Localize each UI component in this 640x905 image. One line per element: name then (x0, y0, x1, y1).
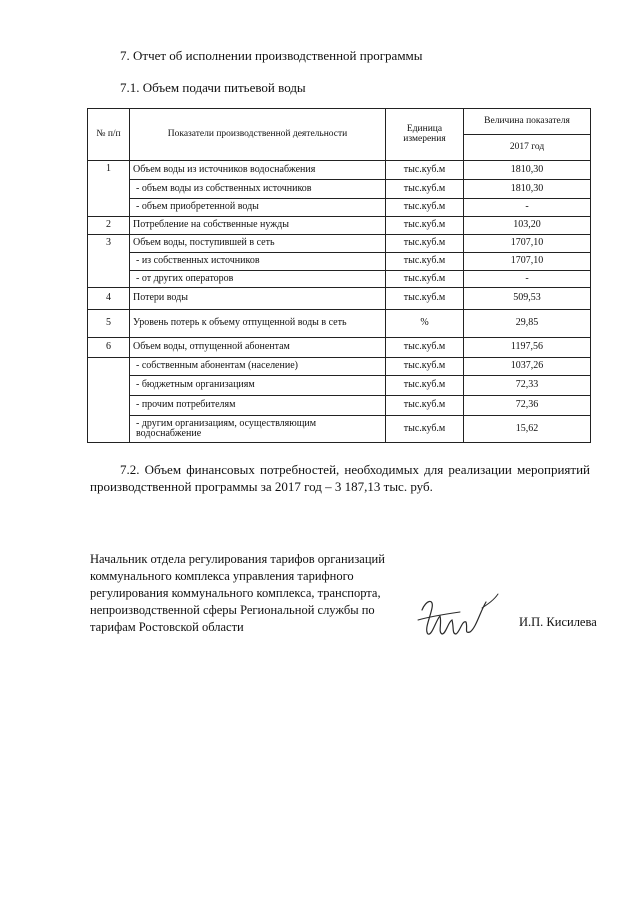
row-indicator: Объем воды, поступившей в сеть (130, 235, 386, 253)
row-value: 29,85 (464, 310, 591, 338)
header-indicator: Показатели производственной деятельности (130, 109, 386, 161)
table-row (88, 416, 591, 443)
row-num-empty (88, 358, 130, 443)
row-value: 1810,30 (464, 180, 591, 199)
row-indicator: Объем воды из источников водоснабжения (130, 161, 386, 180)
table-row (88, 358, 591, 376)
row-value: 509,53 (464, 288, 591, 310)
row-unit: тыс.куб.м (386, 180, 464, 199)
row-value: 1707,10 (464, 235, 591, 253)
row-unit: тыс.куб.м (386, 217, 464, 235)
financial-needs-paragraph (90, 461, 590, 495)
row-unit: тыс.куб.м (386, 288, 464, 310)
row-indicator: - прочим потребителям (130, 396, 386, 416)
section-7-heading: 7. Отчет об исполнении производственной программы (120, 48, 423, 63)
row-unit: тыс.куб.м (386, 338, 464, 358)
row-unit: тыс.куб.м (386, 161, 464, 180)
row-indicator: - объем приобретенной воды (130, 199, 386, 217)
table-row (88, 217, 591, 235)
table-row (88, 180, 591, 199)
header-num: № п/п (88, 109, 130, 161)
section-7-1-heading: 7.1. Объем подачи питьевой воды (120, 80, 306, 95)
header-year: 2017 год (464, 135, 591, 161)
row-indicator: - объем воды из собственных источников (130, 180, 386, 199)
row-unit: тыс.куб.м (386, 235, 464, 253)
handwritten-signature (412, 590, 502, 645)
table-row (88, 253, 591, 271)
row-unit: тыс.куб.м (386, 271, 464, 288)
table-row (88, 199, 591, 217)
row-unit: тыс.куб.м (386, 253, 464, 271)
row-value: 1037,26 (464, 358, 591, 376)
row-indicator: - бюджетным организациям (130, 376, 386, 396)
row-num: 1 (88, 161, 130, 217)
position-line: коммунального комплекса управления тарифного (90, 569, 354, 583)
row-indicator: Потери воды (130, 288, 386, 310)
row-value: 1810,30 (464, 161, 591, 180)
paragraph-line-1: 7.2. Объем финансовых потребностей, необходимых для реализации мероприятий (120, 462, 590, 477)
row-indicator: Объем воды, отпущенной абонентам (130, 338, 386, 358)
row-indicator: - из собственных источников (130, 253, 386, 271)
row-value: 1707,10 (464, 253, 591, 271)
position-line: регулирования коммунального комплекса, транспорта, (90, 586, 381, 600)
row-value: 103,20 (464, 217, 591, 235)
row-num: 3 (88, 235, 130, 288)
water-supply-table (87, 108, 591, 443)
header-value-group: Величина показателя (464, 109, 591, 135)
row-unit: тыс.куб.м (386, 396, 464, 416)
table-row (88, 271, 591, 288)
row-unit: % (386, 310, 464, 338)
row-num: 2 (88, 217, 130, 235)
row-indicator: Потребление на собственные нужды (130, 217, 386, 235)
row-num: 6 (88, 338, 130, 358)
row-value: - (464, 199, 591, 217)
table-row (88, 161, 591, 180)
row-unit: тыс.куб.м (386, 376, 464, 396)
paragraph-line-2: производственной программы за 2017 год – 3 187,13 тыс. руб. (90, 479, 433, 494)
position-line: непроизводственной сферы Региональной службы по (90, 603, 375, 617)
position-line: тарифам Ростовской области (90, 620, 244, 634)
table-row (88, 310, 591, 338)
row-value: 72,36 (464, 396, 591, 416)
row-value: - (464, 271, 591, 288)
position-line: Начальник отдела регулирования тарифов организаций (90, 552, 385, 566)
table-row (88, 288, 591, 310)
signatory-position (90, 551, 420, 636)
table-row (88, 376, 591, 396)
row-value: 72,33 (464, 376, 591, 396)
row-num: 5 (88, 310, 130, 338)
row-indicator: - другим организациям, осуществляющим водоснабжение (130, 416, 386, 443)
row-num: 4 (88, 288, 130, 310)
row-unit: тыс.куб.м (386, 416, 464, 443)
row-value: 15,62 (464, 416, 591, 443)
table-row (88, 235, 591, 253)
row-value: 1197,56 (464, 338, 591, 358)
row-indicator: - собственным абонентам (население) (130, 358, 386, 376)
row-unit: тыс.куб.м (386, 199, 464, 217)
row-unit: тыс.куб.м (386, 358, 464, 376)
signatory-name: И.П. Кисилева (519, 615, 597, 629)
table-row (88, 396, 591, 416)
row-indicator: - от других операторов (130, 271, 386, 288)
row-indicator: Уровень потерь к объему отпущенной воды в сеть (130, 310, 386, 338)
table-row (88, 338, 591, 358)
header-unit: Единица измерения (386, 109, 464, 161)
